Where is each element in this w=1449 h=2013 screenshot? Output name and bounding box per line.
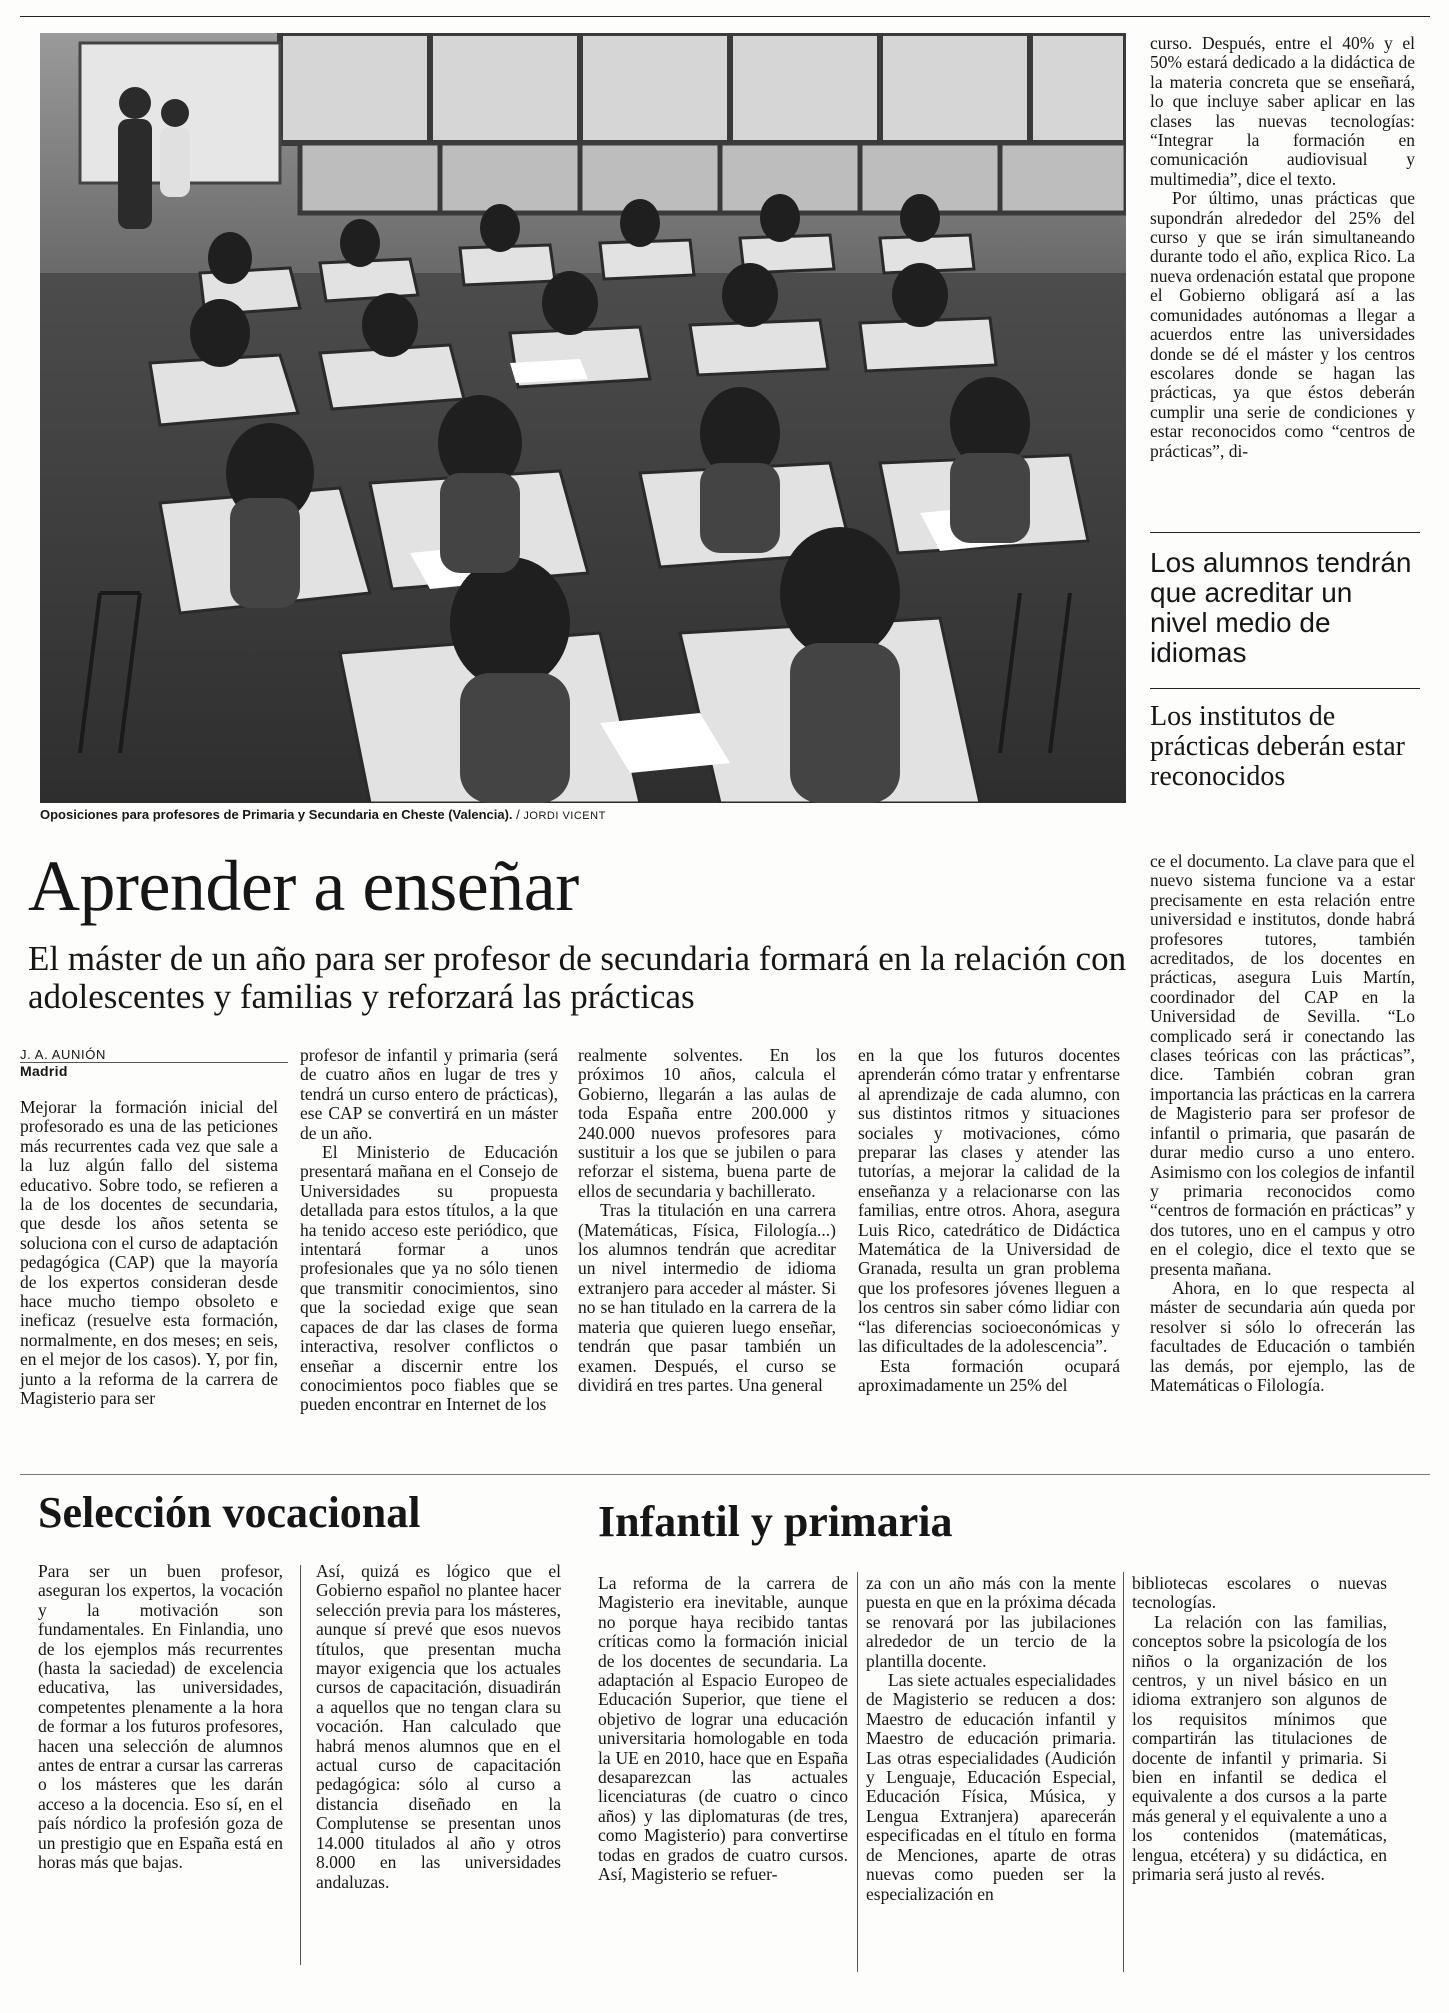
sidebar-paragraph: ce el documento. La clave para que el nuevo sistema funcione va a estar precisamente en esta relación entre universidad e institutos, donde habrá profesores tutores, también acreditados, de los docentes en prácticas, asegura Luis Martín, coordinador del CAP en la Universidad de Sevilla. “Lo complicado será ir conectando las clases teóricas con las prácticas”, dice. También cobran gran importancia las prácticas en la carrera de Magisterio para ser profesor de infantil o primaria, que pasarán de durar medio curso a uno entero. Asimismo con los colegios de infantil y primaria reconocidos como “centros de formación en prácticas” y dos tutores, uno en el campus y otro en el colegio, dice el texto que se presenta mañana. — [1150, 851, 1415, 1279]
infantil-paragraph: La relación con las familias, conceptos sobre la psicología de los niños o la organización de los centros, y un nivel básico en un idioma extranjero son algunos de los requisitos mínimos que compartirán las titulaciones de docente de infantil y primaria. Si bien en infantil se dedica el equivalente a dos cursos a la parte más general y el equivalente a uno a los contenidos (matemáticas, lengua, etcétera) y su didáctica, en primaria será justo al revés. — [1132, 1611, 1387, 1885]
pull-quote-rule — [1150, 688, 1420, 689]
pull-quote: Los alumnos tendrán que acreditar un nivel medio de idiomas — [1150, 547, 1412, 668]
sidebar-column-top — [1150, 34, 1415, 461]
sidebar-column-bottom — [1150, 852, 1415, 1395]
article-paragraph: en la que los futuros docentes aprenderán cómo tratar y enfrentarse al aprendizaje de cada alumno, con sus distintos ritmos y situaciones sociales y motivaciones, cómo preparar las clases y atender las tutorías, a mejorar la calidad de la enseñanza y a relacionarse con las familias, entre otros. Ahora, asegura Luis Rico, catedrático de Didáctica Matemática de la Universidad de Granada, resulta un gran problema que los profesores jóvenes lleguen a los centros sin saber cómo lidiar con “las diferencias socioeconómicas y las dificultades de la adolescencia”. — [858, 1045, 1120, 1357]
article-column-2 — [300, 1046, 558, 1415]
article-paragraph: Tras la titulación en una carrera (Matemáticas, Física, Filología...) los alumnos tendrán que acreditar un nivel intermedio de idioma extranjero para acceder al máster. Si no se han titulado en la carrera de la materia que quieren luego enseñar, tendrán que pasar también un examen. Después, el curso se dividirá en tres partes. Una general — [578, 1200, 836, 1395]
seleccion-paragraph: Para ser un buen profesor, aseguran los expertos, la vocación y la motivación son fundamentales. En Finlandia, uno de los ejemplos más recurrentes (hasta la saciedad) de excelencia educativa, las universidades, competentes plenamente a la hora de formar a los futuros profesores, hacen una selección de alumnos antes de entrar a cursar las carreras o los másteres que les darán acceso a la docencia. Eso sí, en el país nórdico la profesión goza de un prestigio que en España está en horas más que bajas. — [38, 1561, 283, 1873]
top-rule — [20, 16, 1430, 17]
sidebar-paragraph: Por último, unas prácticas que supondrán alrededor del 25% del curso y que se irán simultaneando durante todo el año, explica Rico. La nueva ordenación estatal que propone el Gobierno obligará así a las comunidades autónomas a llegar a acuerdos entre las universidades donde se dé el máster y los centros escolares donde se hagan las prácticas, ya que éstos deberán cumplir una serie de condiciones y estar reconocidos como “centros de prácticas”, di- — [1150, 188, 1415, 461]
infantil-paragraph: bibliotecas escolares o nuevas tecnologías. — [1132, 1573, 1387, 1613]
infantil-paragraph: za con un año más con la mente puesta en que en la próxima década se renovará por las jubilaciones alrededor de un tercio de la plantilla docente. — [866, 1573, 1116, 1671]
article-column-4 — [858, 1046, 1120, 1395]
pull-quote-rule — [1150, 532, 1420, 533]
infantil-column-1 — [598, 1574, 848, 1885]
seleccion-column-1 — [38, 1562, 283, 1873]
article-paragraph: El Ministerio de Educación presentará mañana en el Consejo de Universidades su propuesta detallada para estos títulos, a la que ha tenido acceso este periódico, que intentará formar a unos profesionales que ya no sólo tienen que transmitir conocimientos, sino que la sociedad exige que sean capaces de dar las clases de forma interactiva, resolver conflictos o enseñar a discernir entre los conocimientos poco fiables que se pueden encontrar en Internet de los — [300, 1142, 558, 1415]
column-divider — [1123, 1572, 1124, 1972]
photo-credit: JORDI VICENT — [523, 810, 606, 822]
article-column-3 — [578, 1046, 836, 1395]
article-paragraph: realmente solventes. En los próximos 10 años, calcula el Gobierno, llegarán a las aulas de toda España entre 200.000 y 240.000 nuevos profesores para sustituir a los que se jubilen o para reforzar el sistema, buena parte de ellos de secundaria y bachillerato. — [578, 1045, 836, 1201]
classroom-photo-illustration — [40, 33, 1126, 803]
article-paragraph: Mejorar la formación inicial del profesorado es una de las peticiones más recurrentes cada vez que sale a la luz algún fallo del sistema educativo. Sobre todo, se refieren a la de los docentes de secundaria, que desde los años setenta se soluciona con el curso de adaptación pedagógica (CAP) que la mayoría de los expertos consideran desde hace mucho tiempo obsoleto e ineficaz (resuelve esta formación, normalmente, en dos meses; en seis, en el mejor de los casos). Y, por fin, junto a la reforma de la carrera de Magisterio para ser — [20, 1097, 278, 1409]
caption-text: Oposiciones para profesores de Primaria y Secundaria en Cheste (Valencia). — [40, 807, 513, 822]
sidebar-paragraph: curso. Después, entre el 40% y el 50% estará dedicado a la didáctica de la materia concreta que se enseñará, lo que incluye saber aplicar en las clases las nuevas tecnologías: “Integrar la formación en comunicación audiovisual y multimedia”, dice el texto. — [1150, 33, 1415, 189]
section-title-seleccion: Selección vocacional — [38, 1488, 421, 1537]
byline: J. A. AUNIÓN — [20, 1047, 106, 1062]
pull-quote: Los institutos de prácticas deberán estar reconocidos — [1150, 701, 1405, 792]
section-title-infantil: Infantil y primaria — [598, 1497, 953, 1546]
infantil-column-3 — [1132, 1574, 1387, 1885]
infantil-paragraph: La reforma de la carrera de Magisterio era inevitable, aunque no porque haya recibido tantas críticas como la formación inicial de los docentes de secundaria. La adaptación al Espacio Europeo de Educación Superior, que tiene el objetivo de lograr una educación universitaria homologable en toda la UE en 2010, hace que en España desaparezcan las actuales licenciaturas (de cuatro o cinco años) y las diplomaturas (de tres, como Magisterio) para convertirse todas en grados de cuatro cursos. Así, Magisterio se refuer- — [598, 1573, 848, 1885]
section-rule — [20, 1474, 1430, 1475]
dateline-location: Madrid — [20, 1063, 68, 1079]
infantil-column-2 — [866, 1574, 1116, 1904]
column-divider — [857, 1572, 858, 1972]
article-paragraph: profesor de infantil y primaria (será de cuatro años en lugar de tres y tendrá un curso entero de prácticas), ese CAP se convertirá en un máster de un año. — [300, 1045, 558, 1143]
column-divider — [300, 1565, 301, 1965]
infantil-paragraph: Las siete actuales especialidades de Magisterio se reducen a dos: Maestro de educación infantil y Maestro de educación primaria. Las otras especialidades (Audición y Lenguaje, Educación Especial, Educación Física, Música, y Lengua Extranjera) aparecerán especificadas en el título en forma de Menciones, aparte de otras nuevas como pueden ser la especialización en — [866, 1670, 1116, 1904]
article-column-1 — [20, 1098, 278, 1409]
headline: Aprender a enseñar — [28, 846, 579, 926]
article-paragraph: Esta formación ocupará aproximadamente un 25% del — [858, 1355, 1120, 1395]
seleccion-column-2 — [316, 1562, 561, 1892]
seleccion-paragraph: Así, quizá es lógico que el Gobierno español no plantee hacer selección previa para los másteres, aunque sí prevé que esos nuevos títulos, que presentan mucha mayor exigencia que los actuales cursos de capacitación, disuadirán a aquellos que no tengan clara su vocación. Han calculado que habrá menos alumnos que en el actual curso de capacitación pedagógica: sólo al curso a distancia diseñado en la Complutense se presentan unos 14.000 titulados al año y otros 8.000 en las universidades andaluzas. — [316, 1561, 561, 1892]
photo-caption — [40, 807, 1126, 822]
sidebar-paragraph: Ahora, en lo que respecta al máster de secundaria aún queda por resolver si sólo lo ofrecerán las facultades de Educación o también las demás, por ejemplo, las de Matemáticas o Filología. — [1150, 1277, 1415, 1395]
subheadline: El máster de un año para ser profesor de secundaria formará en la relación con adolescentes y familias y reforzará las prácticas — [28, 939, 1127, 1016]
caption-separator: / — [516, 807, 520, 822]
classroom-photo — [40, 33, 1126, 803]
